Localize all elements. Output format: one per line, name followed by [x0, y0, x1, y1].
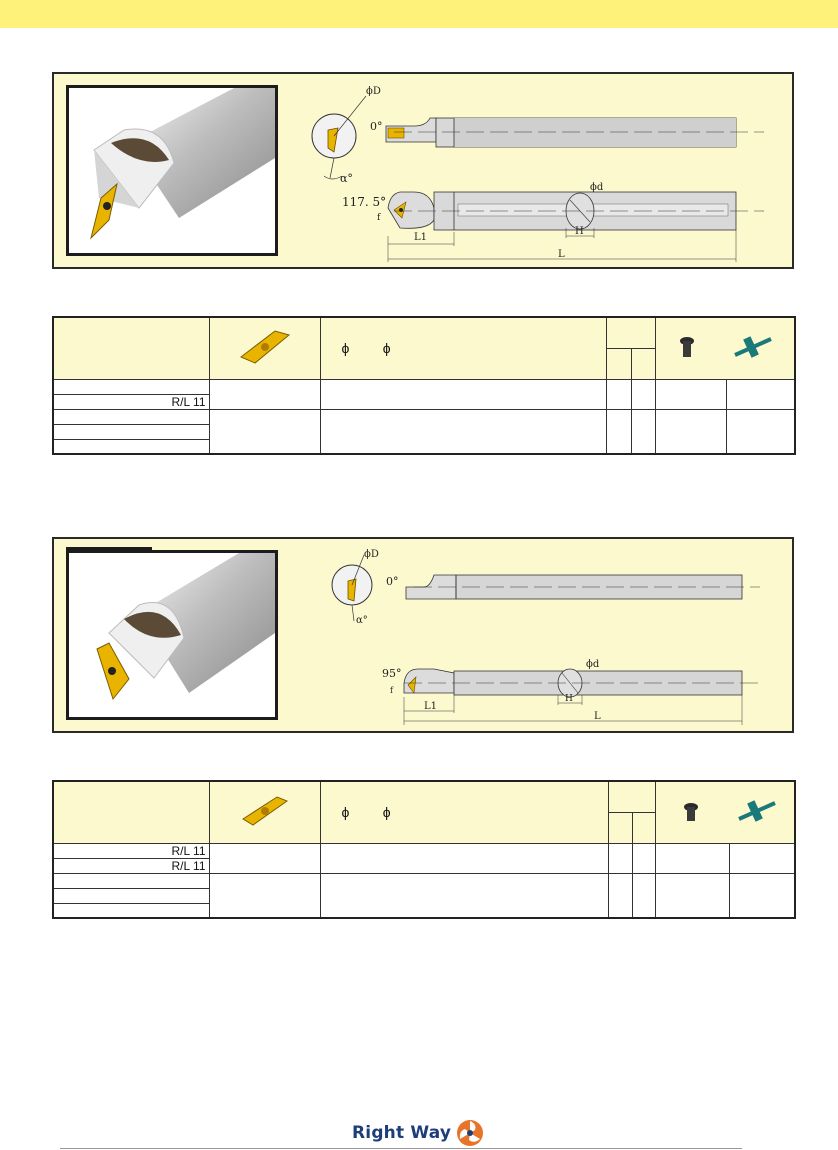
diameter-d-label: ϕd: [586, 659, 600, 670]
model-code-cell: R/L 11: [53, 858, 209, 873]
insert-cell: [209, 409, 320, 454]
model-code-cell: [53, 903, 209, 918]
dimensions-cell: [320, 843, 608, 873]
parts-header-cell: [655, 781, 795, 843]
angle-subcell-2: [632, 812, 655, 843]
f-label: f: [377, 213, 381, 223]
angle-cell: [632, 873, 655, 918]
angle-subcell-1: [608, 812, 632, 843]
screw-icon: [680, 337, 694, 357]
key-cell: [729, 873, 795, 918]
L1-label: L1: [414, 232, 428, 243]
top-header-band: [0, 0, 838, 28]
f-label: f: [390, 686, 393, 695]
angle-cell: [606, 379, 631, 409]
spec-table-1: [52, 316, 796, 455]
angle-cell: [608, 843, 632, 873]
brand-name: Right Way: [352, 1123, 452, 1143]
parts-icons: [659, 333, 779, 361]
zero-angle-label: 0°: [370, 120, 383, 133]
insert-cell: [209, 379, 320, 409]
model-code-cell: [53, 873, 209, 888]
model-header-cell: [53, 317, 209, 379]
angle-cell: [606, 409, 631, 454]
model-header-cell: [53, 781, 209, 843]
product-panel-2: [52, 537, 794, 733]
insert-header-cell: [209, 781, 320, 843]
key-cell: [729, 843, 795, 873]
dimensions-cell: [320, 873, 608, 918]
phi-symbol: ϕ: [341, 340, 350, 357]
model-code-cell: [53, 409, 209, 424]
dimensions-cell: [320, 379, 606, 409]
dimensions-header-cell: [320, 317, 606, 379]
diameter-D-label: ϕD: [364, 549, 379, 560]
angle-subcell-2: [631, 348, 655, 379]
angle-cell: [608, 873, 632, 918]
H-label: H: [565, 694, 573, 704]
torx-key-icon: [739, 800, 775, 822]
L-label: L: [558, 249, 565, 260]
diameter-d-label: ϕd: [590, 182, 604, 193]
right-way-logo-icon: [455, 1118, 485, 1148]
cut-angle-label: 95°: [382, 667, 402, 680]
angle-cell: [631, 409, 655, 454]
L-label: L: [594, 711, 601, 722]
torx-key-icon: [735, 336, 771, 358]
cut-angle-label: 117. 5°: [342, 195, 387, 209]
boring-bar-photo-2: [66, 550, 278, 720]
H-label: H: [575, 226, 584, 237]
diamond-insert-icon: [235, 791, 295, 831]
technical-drawing-2: [294, 543, 790, 731]
angle-cell: [631, 379, 655, 409]
phi-symbol: ϕ: [382, 340, 391, 357]
screw-cell: [655, 843, 729, 873]
insert-cell: [209, 843, 320, 873]
zero-angle-label: 0°: [386, 575, 399, 588]
model-code-cell: [53, 424, 209, 439]
diamond-insert-icon: [235, 327, 295, 367]
key-cell: [726, 379, 795, 409]
footer-brand: [352, 1118, 485, 1148]
dimensions-cell: [320, 409, 606, 454]
alpha-angle-label: α°: [356, 615, 368, 626]
product-panel-1: [52, 72, 794, 269]
technical-drawing-1: [294, 78, 790, 266]
parts-icons: [659, 797, 779, 825]
angle-subcell-1: [606, 348, 631, 379]
footer-divider: [60, 1148, 742, 1149]
model-code-cell: [53, 379, 209, 394]
screw-cell: [655, 409, 726, 454]
angle-cell: [632, 843, 655, 873]
model-code-cell: R/L 11: [53, 394, 209, 409]
spec-table-2: [52, 780, 796, 919]
insert-header-cell: [209, 317, 320, 379]
screw-cell: [655, 873, 729, 918]
parts-header-cell: [655, 317, 795, 379]
dimensions-header-cell: [320, 781, 608, 843]
boring-bar-photo-1: [66, 85, 278, 256]
insert-cell: [209, 873, 320, 918]
diameter-D-label: ϕD: [366, 86, 381, 97]
phi-symbol: ϕ: [382, 804, 391, 821]
angle-header-cell: [606, 317, 655, 348]
screw-cell: [655, 379, 726, 409]
model-code-cell: R/L 11: [53, 843, 209, 858]
L1-label: L1: [424, 701, 438, 712]
screw-icon: [684, 803, 698, 821]
key-cell: [726, 409, 795, 454]
phi-symbol: ϕ: [341, 804, 350, 821]
model-code-cell: [53, 439, 209, 454]
model-code-cell: [53, 888, 209, 903]
alpha-angle-label: α°: [340, 172, 353, 185]
angle-header-cell: [608, 781, 655, 812]
